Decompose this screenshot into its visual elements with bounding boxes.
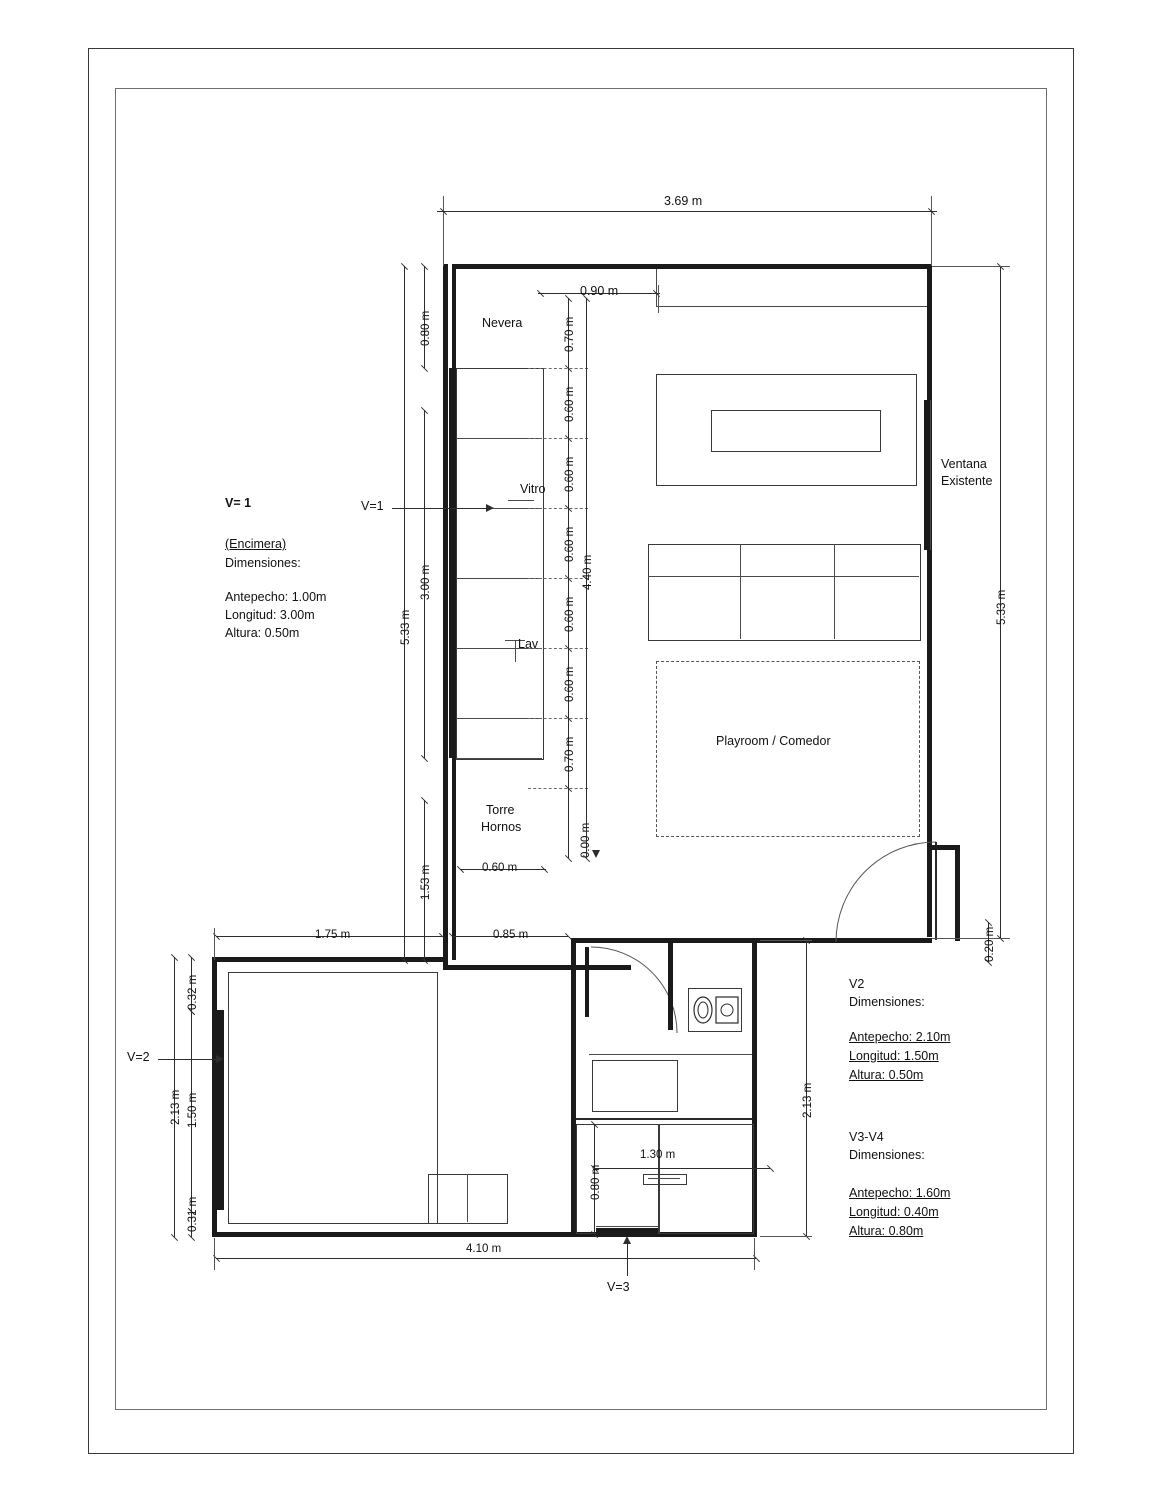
bath-mid-divider <box>576 1118 752 1120</box>
bidet-fixture <box>643 1174 687 1185</box>
legend-v2-antepecho: Antepecho: 2.10m <box>849 1030 951 1044</box>
ext-410-left <box>214 1238 215 1270</box>
marker-v1-line <box>392 508 490 509</box>
dim-213-right: 2.13 m <box>802 1082 814 1118</box>
lower-left-furniture-div <box>467 1174 468 1222</box>
dim-130: 1.30 m <box>640 1149 676 1161</box>
dim-175: 1.75 m <box>315 929 351 941</box>
upper-cabinet-line-v <box>656 269 657 307</box>
toilet-icon <box>690 990 742 1030</box>
wall-bath-top <box>571 938 671 943</box>
dim-bottom-060: 0.60 m <box>482 862 518 874</box>
chain-guide-7 <box>528 788 588 789</box>
marker-v2-line <box>158 1059 220 1060</box>
marker-v1-arrow <box>486 504 494 512</box>
chain-060-b: 0.60 m <box>564 456 576 492</box>
legend-v34-dim-label: Dimensiones: <box>849 1148 925 1162</box>
dim-410-line <box>216 1258 756 1259</box>
legend-v1-title: V= 1 <box>225 496 252 510</box>
sofa-div-2 <box>740 544 741 639</box>
lower-left-room-inner <box>228 972 438 1224</box>
marker-v1: V=1 <box>361 499 384 513</box>
dim-080: 0.80 m <box>590 1164 602 1200</box>
chain-guide-5 <box>528 648 588 649</box>
chain-guide-3 <box>528 508 588 509</box>
counter-run <box>456 368 544 760</box>
marker-v2-arrow <box>216 1055 224 1063</box>
dim-right-533: 5.33 m <box>996 589 1008 625</box>
marker-v3: V=3 <box>607 1280 630 1294</box>
chain-440: 4.40 m <box>582 554 594 590</box>
label-lav: Lav <box>518 637 539 651</box>
chain-guide-6 <box>528 718 588 719</box>
legend-v1-subtitle: (Encimera) <box>225 537 287 551</box>
sofa-div-3 <box>834 544 835 639</box>
dim-left-533: 5.33 m <box>400 609 412 645</box>
legend-v34-longitud: Longitud: 0.40m <box>849 1205 939 1219</box>
sofa-div-1 <box>648 576 919 577</box>
window-v1-band <box>449 368 456 758</box>
marker-v3-arrow <box>623 1236 631 1244</box>
ext-top-left <box>443 196 444 266</box>
window-v2-band <box>217 1010 224 1210</box>
shower-tray <box>592 1060 678 1112</box>
legend-v34-antepecho: Antepecho: 1.60m <box>849 1186 951 1200</box>
lower-left-furniture <box>428 1174 508 1224</box>
dim-right-020: 0.20 m <box>984 926 996 962</box>
marker-v2: V=2 <box>127 1050 150 1064</box>
ext-090-right <box>658 285 659 313</box>
counter-sink-mark-v <box>515 640 516 662</box>
legend-v34-altura: Altura: 0.80m <box>849 1224 924 1238</box>
label-nevera: Nevera <box>482 316 523 330</box>
counter-hob-mark <box>508 500 534 501</box>
label-hornos: Hornos <box>481 820 522 834</box>
legend-v2-dim-label: Dimensiones: <box>849 995 925 1009</box>
chain-000-arrow <box>592 850 600 858</box>
ext-175-left <box>214 928 215 960</box>
chain-guide-1 <box>528 368 588 369</box>
label-ventana-existente-1: Ventana <box>941 457 987 471</box>
window-existing-line <box>930 400 931 550</box>
marker-v3-line <box>627 1240 628 1276</box>
window-v3-line <box>596 1226 658 1227</box>
label-torre: Torre <box>486 803 515 817</box>
ext-213-right-top <box>760 940 812 941</box>
dim-213-left: 2.13 m <box>170 1089 182 1125</box>
bidet-line <box>648 1178 680 1179</box>
dim-031: 0.31 m <box>187 1196 199 1232</box>
playroom-label: Playroom / Comedor <box>716 734 831 748</box>
wall-lower-left-top <box>212 957 448 962</box>
bath-wc-line <box>589 1054 752 1055</box>
legend-v34-title: V3-V4 <box>849 1130 884 1144</box>
chain-060-c: 0.60 m <box>564 526 576 562</box>
dim-top-overall: 3.69 m <box>664 194 703 208</box>
door-swing-main <box>828 840 938 950</box>
ext-410-right <box>754 1238 755 1270</box>
dim-left-300: 3.00 m <box>420 564 432 600</box>
dim-left-153: 1.53 m <box>420 864 432 900</box>
label-ventana-existente-2: Existente <box>941 474 993 488</box>
chain-060-d: 0.60 m <box>564 596 576 632</box>
wall-upper-right <box>927 264 932 937</box>
dim-150: 1.50 m <box>187 1092 199 1128</box>
chain-060-a: 0.60 m <box>564 386 576 422</box>
door-jamb-right-v <box>955 845 960 941</box>
table-inner <box>711 410 881 452</box>
window-v2-line <box>228 1010 229 1210</box>
upper-cabinet-line <box>656 306 927 307</box>
dim-090: 0.90 m <box>580 284 619 298</box>
ext-213-right-bot <box>760 1236 812 1237</box>
wall-upper-left <box>443 264 448 970</box>
chain-060-e: 0.60 m <box>564 666 576 702</box>
dim-left-080: 0.80 m <box>420 310 432 346</box>
ext-right-top <box>932 266 1010 267</box>
label-vitro: Vitro <box>520 482 546 496</box>
dim-085: 0.85 m <box>493 929 529 941</box>
sofa-block <box>648 544 921 641</box>
legend-v1-dim-label: Dimensiones: <box>225 556 301 570</box>
chain-070-top: 0.70 m <box>564 316 576 352</box>
ext-right-bot <box>932 938 1010 939</box>
ext-top-right <box>931 196 932 266</box>
chain-000: 0.00 m <box>580 822 592 858</box>
dim-410: 4.10 m <box>466 1243 502 1255</box>
legend-v1-antepecho: Antepecho: 1.00m <box>225 590 327 604</box>
legend-v2-longitud: Longitud: 1.50m <box>849 1049 939 1063</box>
chain-070-bottom: 0.70 m <box>564 736 576 772</box>
legend-v1-longitud: Longitud: 3.00m <box>225 608 315 622</box>
legend-v2-altura: Altura: 0.50m <box>849 1068 924 1082</box>
chain-guide-4 <box>528 578 588 579</box>
bath-door-leaf <box>668 940 673 1030</box>
dim-top-overall-line <box>437 211 937 212</box>
dim-032: 0.32 m <box>187 974 199 1010</box>
legend-v2-title: V2 <box>849 977 865 991</box>
chain-guide-2 <box>528 438 588 439</box>
dim-130-line <box>594 1168 770 1169</box>
legend-v1-altura: Altura: 0.50m <box>225 626 300 640</box>
oven-tower-top-line <box>456 758 542 759</box>
